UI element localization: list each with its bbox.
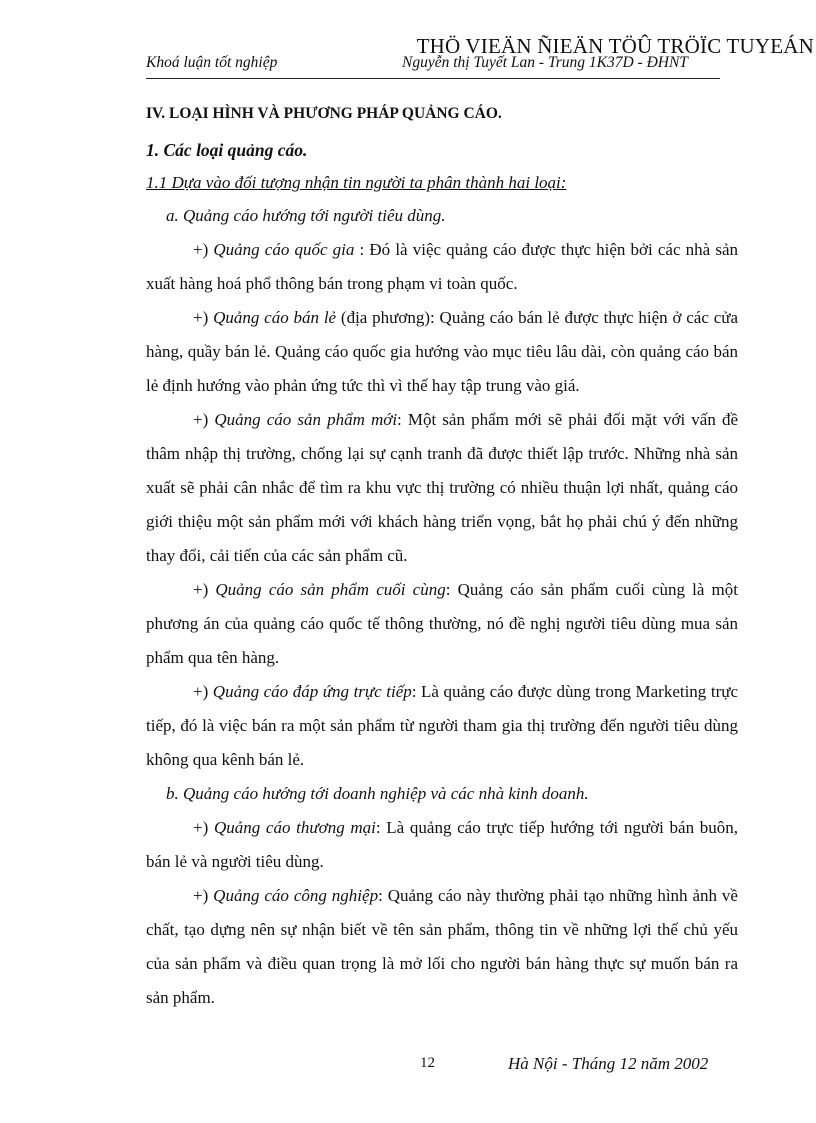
library-watermark: THÖ VIEÄN ÑIEÄN TÖÛ TRÖÏC TUYEÁN bbox=[416, 34, 814, 58]
list-item: +) Quảng cáo bán lẻ (địa phương): Quảng cáo bán lẻ được thực hiện ở các cửa hàng, quầy bán lẻ. Quảng cáo quốc gia hướng vào mục tiêu lâu dài, còn quảng cáo bán lẻ định hướng vào phản ứng tức thì vì thế hay tập trung vào giá. bbox=[146, 308, 738, 395]
header-thesis-label: Khoá luận tốt nghiệp bbox=[146, 54, 278, 71]
list-item: +) Quảng cáo thương mại: Là quảng cáo trực tiếp hướng tới người bán buôn, bán lẻ và người tiêu dùng. bbox=[146, 818, 739, 871]
list-item: +) Quảng cáo quốc gia : Đó là việc quảng cáo được thực hiện bởi các nhà sản xuất hàng hoá phổ thông bán trong phạm vi toàn quốc. bbox=[146, 240, 738, 293]
subsection-title: 1. Các loại quảng cáo. bbox=[146, 140, 308, 160]
list-item: +) Quảng cáo công nghiệp: Quảng cáo này thường phải tạo những hình ảnh về chất, tạo dựng nên sự nhận biết về tên sản phẩm, thông tin về những lợi thế chủ yếu của sản phẩm và điều quan trọng là mở lối cho người bán hàng thực sự muốn bán ra sản phẩm. bbox=[146, 886, 738, 1007]
section-title: IV. LOẠI HÌNH VÀ PHƯƠNG PHÁP QUẢNG CÁO. bbox=[146, 105, 502, 122]
term: Quảng cáo sản phẩm cuối cùng bbox=[215, 580, 446, 599]
header-author: Nguyễn thị Tuyết Lan - Trung 1K37D - ĐHNT bbox=[402, 54, 688, 71]
group-b-heading: b. Quảng cáo hướng tới doanh nghiệp và các nhà kinh doanh. bbox=[166, 784, 589, 803]
term: Quảng cáo thương mại bbox=[213, 818, 376, 837]
subheading: 1.1 Dựa vào đối tượng nhận tin người ta phân thành hai loại: bbox=[146, 173, 567, 192]
list-item: +) Quảng cáo đáp ứng trực tiếp: Là quảng cáo được dùng trong Marketing trực tiếp, đó là việc bán ra một sản phẩm từ người tham gia thị trường đến người tiêu dùng không qua kênh bán lẻ. bbox=[146, 682, 738, 769]
list-item: +) Quảng cáo sản phẩm mới: Một sản phẩm mới sẽ phải đối mặt với vấn đề thâm nhập thị trường, chống lại sự cạnh tranh đã được thiết lập trước. Những nhà sản xuất sẽ phải cân nhắc để tìm ra khu vực thị trường có nhiều thuận lợi nhất, quảng cáo giới thiệu một sản phẩm mới với khách hàng triển vọng, bắt họ phải chú ý đến những thay đổi, cải tiến của các sản phẩm cũ. bbox=[146, 410, 738, 565]
term: Quảng cáo bán lẻ bbox=[213, 308, 337, 327]
term: Quảng cáo công nghiệp bbox=[213, 886, 379, 905]
header-rule bbox=[146, 78, 720, 79]
list-item: +) Quảng cáo sản phẩm cuối cùng: Quảng cáo sản phẩm cuối cùng là một phương án của quảng cáo quốc tế thông thường, nó đề nghị người tiêu dùng mua sản phẩm qua tên hàng. bbox=[146, 580, 739, 667]
page-number: 12 bbox=[420, 1055, 435, 1071]
term: Quảng cáo sản phẩm mới bbox=[214, 410, 398, 429]
term: Quảng cáo đáp ứng trực tiếp bbox=[212, 682, 412, 701]
footer-place-date: Hà Nội - Tháng 12 năm 2002 bbox=[508, 1054, 709, 1073]
term: Quảng cáo quốc gia bbox=[213, 240, 355, 259]
group-a-heading: a. Quảng cáo hướng tới người tiêu dùng. bbox=[166, 206, 446, 225]
page-body bbox=[146, 100, 738, 1015]
